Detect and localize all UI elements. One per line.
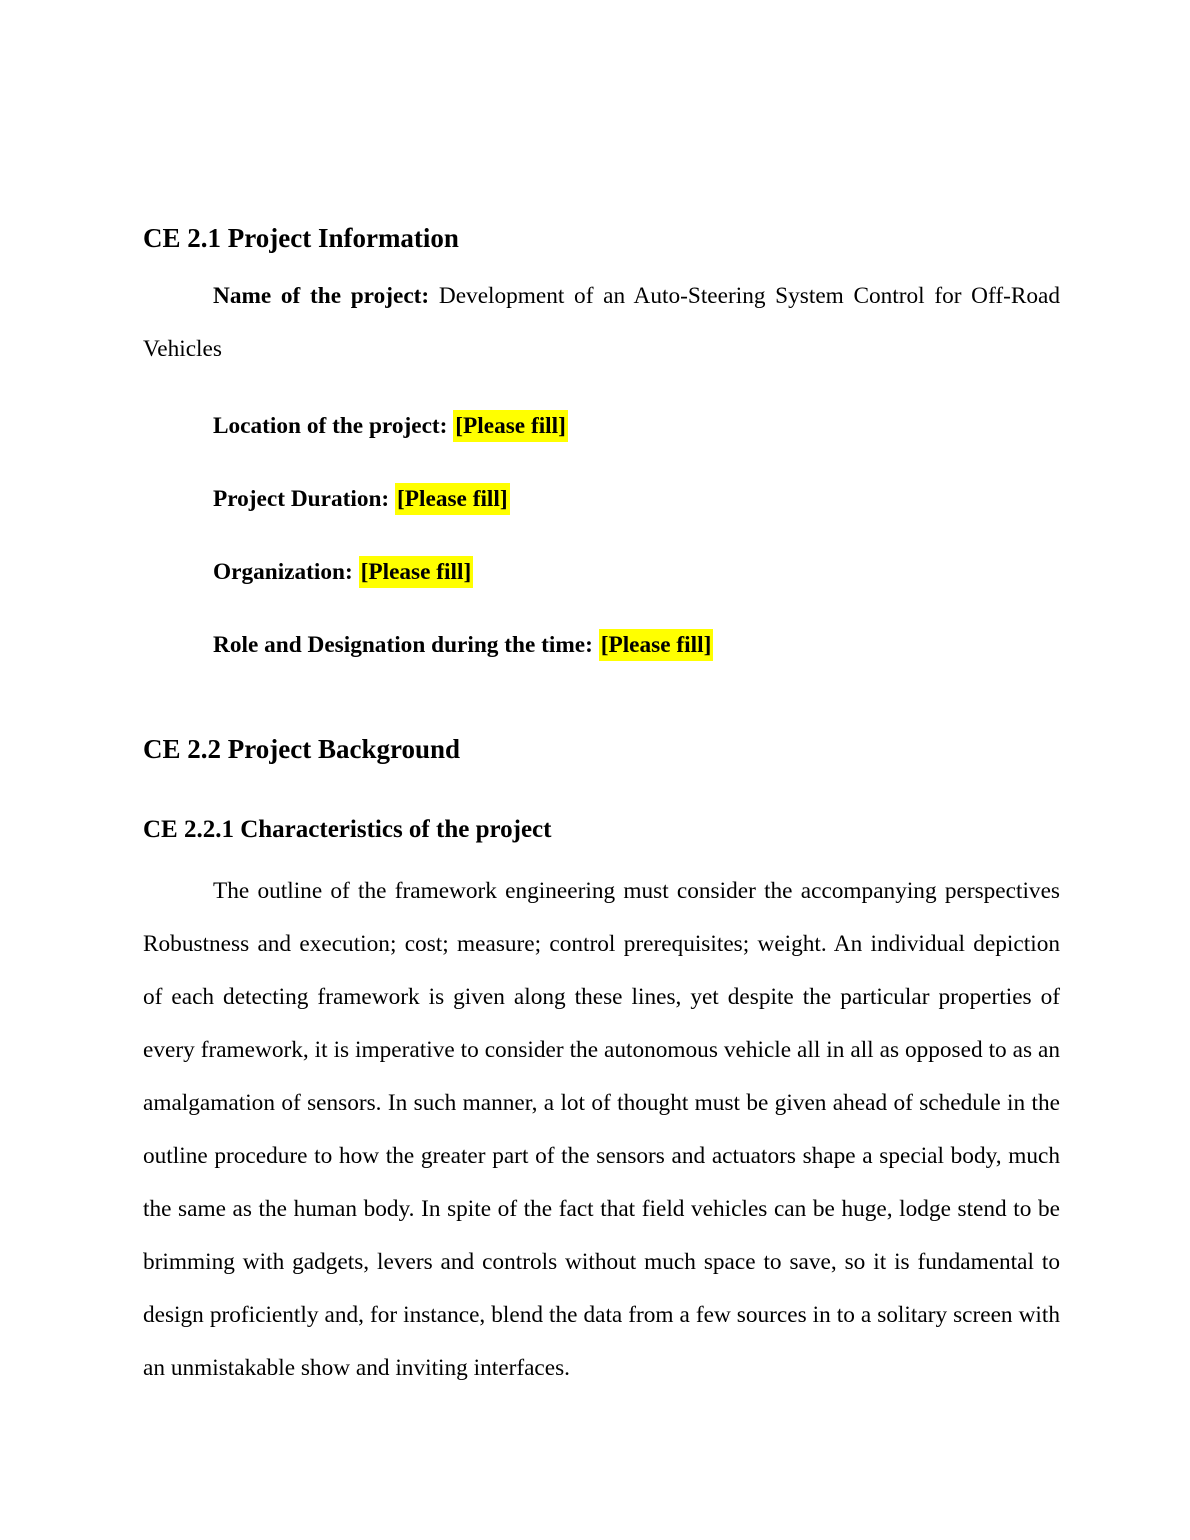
field-role-designation-placeholder[interactable]: [Please fill] (599, 629, 714, 661)
field-role-designation-label: Role and Designation during the time: (213, 632, 593, 658)
field-organization (143, 546, 1060, 599)
field-location (143, 400, 1060, 453)
heading-project-information: CE 2.1 Project Information (143, 223, 459, 253)
project-name-value: Development of an Auto-Steering System Control for Off-Road Vehicles (143, 283, 1061, 362)
field-role-designation (143, 619, 1060, 672)
field-location-label: Location of the project: (213, 413, 448, 439)
heading-project-background: CE 2.2 Project Background (143, 734, 460, 764)
project-name-paragraph (143, 270, 1060, 376)
characteristics-paragraph: The outline of the framework engineering must consider the accompanying perspectives Robustness and execution; cost; measure; control prerequisites; weight. An individual depiction of each detecting framework is given along these lines, yet despite the particular properties of every framework, it is imperative to consider the autonomous vehicle all in all as opposed to as an amalgamation of sensors. In such manner, a lot of thought must be given ahead of schedule in the outline procedure to how the greater part of the sensors and actuators shape a special body, much the same as the human body. In spite of the fact that field vehicles can be huge, lodge stend to be brimming with gadgets, levers and controls without much space to save, so it is fundamental to design proficiently and, for instance, blend the data from a few sources in to a solitary screen with an unmistakable show and inviting interfaces. (143, 878, 1060, 1381)
field-duration-placeholder[interactable]: [Please fill] (395, 483, 510, 515)
heading-characteristics: CE 2.2.1 Characteristics of the project (143, 816, 552, 843)
field-location-placeholder[interactable]: [Please fill] (453, 410, 568, 442)
field-organization-label: Organization: (213, 559, 353, 585)
project-name-label: Name of the project: (213, 283, 430, 309)
field-duration-label: Project Duration: (213, 486, 390, 512)
field-duration (143, 473, 1060, 526)
field-organization-placeholder[interactable]: [Please fill] (359, 556, 474, 588)
